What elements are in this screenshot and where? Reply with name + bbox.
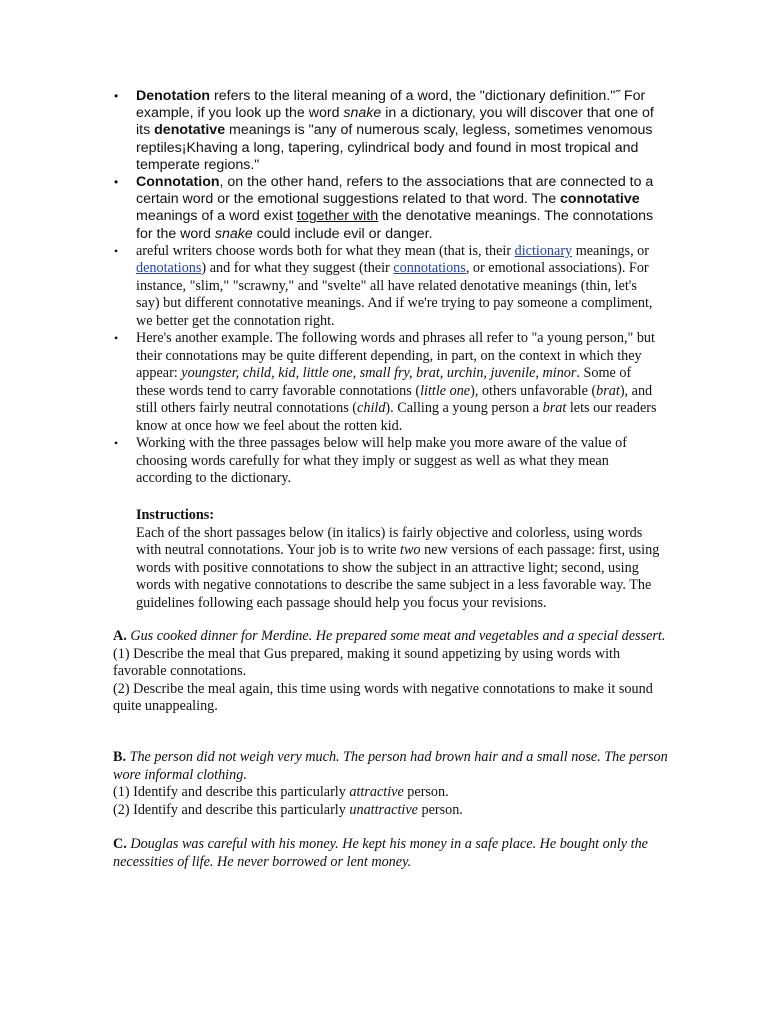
section-b [113, 749, 673, 819]
section-b-question-2: (2) Identify and describe this particularly unattractive person. [113, 801, 463, 818]
connotations-link[interactable]: connotations [393, 260, 466, 277]
bullet-working: • Working with the three passages below will help make you more aware of the value of choosing words carefully for what they imply or suggest as well as what they mean according to the dictionary. [114, 435, 627, 487]
instructions-heading: Instructions: [136, 507, 215, 523]
section-b-question-1: (1) Identify and describe this particularly attractive person. [113, 784, 449, 800]
bullet-another-example: • Here's another example. The following words and phrases all refer to "a young person," but their connotations may be quite different depending, in part, on the context in which they appear: youngster, child, kid, little one, small fry, brat, urchin, juvenile, minor. Some of these words tend to carry favorable connotations (little one), others unfavorable (brat), and still others fairly neutral connotations (child). Calling a young person a brat lets our readers know at once how we feel about the rotten kid. [114, 330, 657, 434]
term-denotation: Denotation [136, 88, 211, 104]
denotations-link[interactable]: denotations [136, 260, 202, 277]
section-a-question-1: (1) Describe the meal that Gus prepared, making it sound appetizing by using words with favorable connotations. [113, 645, 621, 679]
section-b-passage: The person did not weigh very much. The person had brown hair and a small nose. The person wore informal clothing. [113, 749, 668, 783]
dictionary-link[interactable]: dictionary [514, 242, 573, 259]
section-c-label: C. [113, 836, 127, 852]
bullet-icon: • [114, 436, 119, 451]
section-b-label: B. [113, 749, 127, 765]
bullet-icon: • [114, 243, 119, 258]
section-a [113, 628, 673, 716]
bullet-icon: • [114, 331, 119, 346]
bullet-denotation: • Denotation refers to the literal meaning of a word, the "dictionary definition."˝ For example, if you look up the word snake in a dictionary, you will discover that one of its denotative meanings is "any of numerous scaly, legless, sometimes venomous reptiles¡Khaving a long, tapering, cylindrical body and found in most tropical and temperate regions." [114, 88, 654, 173]
section-c [113, 836, 673, 871]
bullet-icon: • [114, 175, 119, 190]
bullet-careful-writers: • areful writers choose words both for what they mean (that is, their dictionary meanings, or denotations) and for what they suggest (their connotations, or emotional associations). For instance, "slim," "scrawny," and "svelte" all have related denotative meanings (thin, let's say) but different connotative meanings. And if we're trying to pay someone a compliment, we better get the connotation right. [114, 242, 653, 329]
term-connotation: Connotation [136, 174, 220, 191]
instructions-text: Each of the short passages below (in italics) is fairly objective and colorless, using words with neutral connotations. Your job is to write two new versions of each passage: first, using words with positive connotations to show the subject in an attractive light; second, using words with negative connotations to describe the same subject in a less favorable way. The guidelines following each passage should help you focus your revisions. [136, 524, 660, 611]
section-a-passage: Gus cooked dinner for Merdine. He prepared some meat and vegetables and a special dessert. [126, 628, 666, 644]
section-a-label: A. [113, 628, 127, 644]
section-a-question-2: (2) Describe the meal again, this time using words with negative connotations to make it sound quite unappealing. [113, 680, 653, 714]
section-c-passage: Douglas was careful with his money. He kept his money in a safe place. He bought only the necessities of life. He never borrowed or lent money. [113, 836, 648, 870]
bullet-connotation: • Connotation, on the other hand, refers to the associations that are connected to a certain word or the emotional suggestions related to that word. The connotative meanings of a word exist together with the denotative meanings. The connotations for the word snake could include evil or danger. [114, 174, 654, 242]
instructions-block [136, 507, 666, 612]
bullet-list [114, 88, 662, 488]
bullet-icon: • [114, 89, 119, 103]
